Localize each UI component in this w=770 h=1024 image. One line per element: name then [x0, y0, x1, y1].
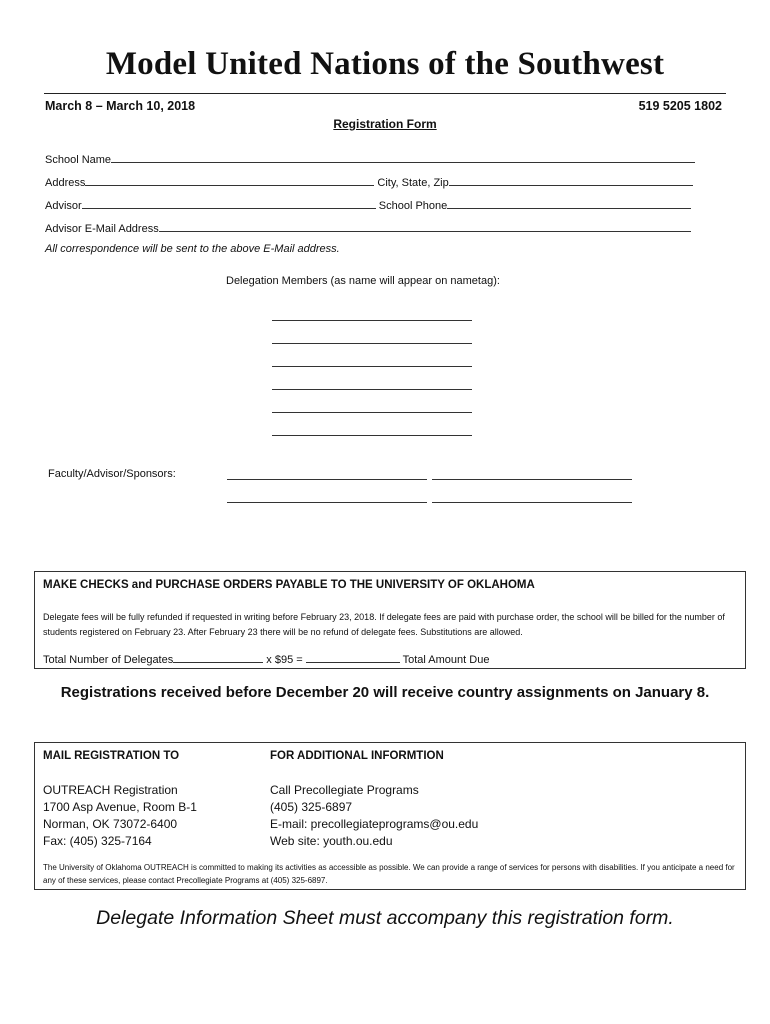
advisor-field[interactable] [82, 198, 376, 209]
faculty-field[interactable] [227, 502, 427, 503]
info-heading: FOR ADDITIONAL INFORMTION [270, 750, 444, 762]
advisor-label: Advisor [45, 200, 82, 212]
delegate-field[interactable] [272, 343, 472, 344]
delegation-heading: Delegation Members (as name will appear on nametag): [226, 275, 500, 287]
mail-heading: MAIL REGISTRATION TO [43, 750, 180, 762]
total-row [43, 652, 489, 666]
faculty-field[interactable] [227, 479, 427, 480]
city-state-zip-field[interactable] [449, 175, 693, 186]
school-phone-field[interactable] [447, 198, 691, 209]
accessibility-note: The University of Oklahoma OUTREACH is committed to making its activities as accessible as possible. We can provide a range of services for persons with disabilities. If you anticipate a need for any of these services, please contact Precollegiate Programs at (405) 325-6897. [43, 863, 735, 885]
faculty-field[interactable] [432, 479, 632, 480]
school-name-field[interactable] [111, 152, 695, 163]
fax-line: Fax: (405) 325-7164 [43, 834, 152, 848]
info-website[interactable]: Web site: youth.ou.edu [270, 834, 393, 848]
event-dates: March 8 – March 10, 2018 [45, 99, 196, 113]
info-details [270, 782, 478, 850]
delegate-field[interactable] [272, 412, 472, 413]
delegate-field[interactable] [272, 435, 472, 436]
info-email[interactable]: E-mail: precollegiateprograms@ou.edu [270, 817, 479, 831]
total-amount-field[interactable] [306, 652, 400, 663]
address-label: Address [45, 177, 86, 189]
mail-address [43, 782, 197, 850]
info-line: Call Precollegiate Programs [270, 783, 419, 797]
assignment-notice: Registrations received before December 20 will receive country assignments on January 8. [60, 684, 710, 701]
payment-heading: MAKE CHECKS and PURCHASE ORDERS PAYABLE TO THE UNIVERSITY OF OKLAHOMA [43, 579, 535, 591]
total-delegates-field[interactable] [173, 652, 263, 663]
page-title: Model United Nations of the Southwest [105, 46, 665, 82]
address-row [45, 175, 693, 189]
faculty-field[interactable] [432, 502, 632, 503]
refund-policy: Delegate fees will be fully refunded if requested in writing before February 23, 2018. If delegate fees are paid with purchase order, the school will be billed for the number of students registered on February 23. After February 23 there will be no refund of delegate fees. Substitutions are allowed. [43, 612, 725, 637]
mail-line: Norman, OK 73072-6400 [43, 817, 178, 831]
advisor-email-field[interactable] [159, 221, 691, 232]
payment-box [34, 571, 746, 669]
delegate-field[interactable] [272, 366, 472, 367]
form-title: Registration Form [333, 117, 437, 131]
delegate-field[interactable] [272, 320, 472, 321]
contact-phone: 519 5205 1802 [638, 99, 722, 113]
mail-line: 1700 Asp Avenue, Room B-1 [43, 800, 197, 814]
school-phone-label: School Phone [378, 200, 448, 212]
city-state-zip-label: City, State, Zip [377, 177, 449, 189]
advisor-row [45, 198, 691, 212]
delegate-field[interactable] [272, 389, 472, 390]
advisor-email-row [45, 221, 691, 235]
correspondence-note: All correspondence will be sent to the above E-Mail address. [45, 243, 340, 255]
title-rule [44, 93, 726, 94]
advisor-email-label: Advisor E-Mail Address [45, 223, 159, 235]
total-delegates-label: Total Number of Delegates [43, 654, 174, 666]
total-due-label: Total Amount Due [402, 654, 490, 666]
school-name-row [45, 152, 695, 166]
footer-note: Delegate Information Sheet must accompany this registration form. [96, 907, 674, 929]
school-name-label: School Name [45, 154, 112, 166]
mail-line: OUTREACH Registration [43, 783, 178, 797]
info-phone: (405) 325-6897 [270, 800, 353, 814]
fee-text: x $95 = [266, 654, 303, 666]
contact-box [34, 742, 746, 890]
address-field[interactable] [85, 175, 374, 186]
faculty-label: Faculty/Advisor/Sponsors: [48, 468, 176, 480]
